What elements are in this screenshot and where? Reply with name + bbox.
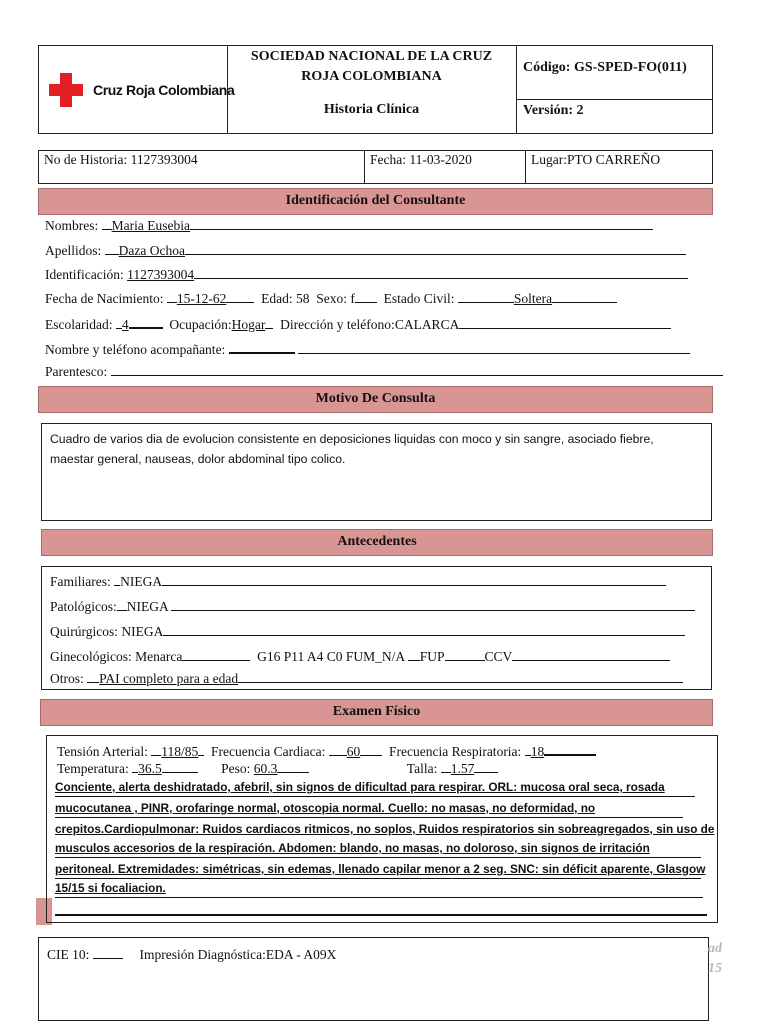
lugar-value: Lugar:PTO CARREÑO [531, 152, 661, 167]
temperatura-field[interactable]: 36.5 [138, 761, 162, 776]
code-cell [517, 46, 712, 100]
otros-row: Otros: PAI completo para a edad [50, 668, 683, 688]
acompanante-row: Nombre y teléfono acompañante: [45, 338, 690, 359]
examen-bottom-rule [55, 914, 707, 916]
familiares-field[interactable]: NIEGA [120, 574, 163, 589]
identificacion-row: Identificación: 1127393004 [45, 264, 688, 284]
estado-civil-field[interactable]: Soltera [513, 291, 553, 306]
fecha-value: Fecha: 11-03-2020 [370, 152, 472, 167]
patologicos-row: Patológicos: NIEGA [50, 596, 695, 616]
red-cross-icon [49, 73, 83, 107]
nombres-field[interactable]: Maria Eusebia [111, 218, 190, 233]
diagnostico-box [38, 937, 709, 1021]
cie-field[interactable] [93, 944, 123, 959]
otros-field[interactable]: PAI completo para a edad [99, 671, 239, 686]
antecedentes-box [41, 566, 712, 690]
org-name-line2: ROJA COLOMBIANA [301, 69, 442, 84]
familiares-row: Familiares: NIEGA [50, 571, 666, 591]
version-cell [517, 100, 712, 133]
version-value: Versión: 2 [523, 103, 584, 118]
frecuencia-cardiaca-field[interactable]: 60 [346, 744, 361, 759]
document-header [38, 45, 713, 134]
section-motivo: Motivo De Consulta [38, 386, 713, 413]
historia-value: No de Historia: 1127393004 [44, 152, 198, 167]
identificacion-field[interactable]: 1127393004 [127, 267, 195, 282]
examen-box [46, 735, 718, 923]
quirurgicos-field[interactable]: NIEGA [121, 624, 164, 639]
lugar-cell [526, 151, 712, 183]
parentesco-row: Parentesco: [45, 361, 723, 381]
frecuencia-respiratoria-field[interactable]: 18 [530, 744, 545, 759]
direccion-field[interactable]: CALARCA [394, 317, 460, 332]
examen-text-3: crepitos.Cardiopulmonar: Ruidos cardiacos ritmicos, no soplos, Ruidos respiratorios sin sobreagregados, sin uso de [55, 822, 715, 836]
examen-text-1: Conciente, alerta deshidratado, afebril, sin signos de dificultad para respirar. ORL: mucosa oral seca, rosada [55, 778, 695, 797]
diagnostico-row: CIE 10: Impresión Diagnóstica:EDA - A09X [47, 944, 336, 964]
apellidos-field[interactable]: Daza Ochoa [118, 243, 185, 258]
parentesco-field[interactable] [111, 361, 723, 376]
nombres-row: Nombres: Maria Eusebia [45, 215, 653, 235]
ginecologicos-field[interactable]: G16 P11 A4 C0 FUM_N/A [257, 649, 405, 664]
watermark-text-2: 15 [708, 961, 722, 976]
motivo-line1: Cuadro de varios dia de evolucion consistente en deposiciones liquidas con moco y sin sangre, asociado fiebre, [50, 432, 654, 446]
watermark-text-1: ad [708, 941, 722, 956]
motivo-box[interactable] [41, 423, 712, 521]
title-cell [228, 46, 517, 133]
escolaridad-field[interactable]: 4 [121, 317, 129, 332]
sexo-field[interactable]: f [350, 291, 355, 306]
motivo-line2: maestar general, nauseas, dolor abdominal tipo colico. [50, 452, 346, 466]
tension-field[interactable]: 118/85 [161, 744, 199, 759]
logo-text: Cruz Roja Colombiana [93, 82, 235, 98]
section-antecedentes: Antecedentes [41, 529, 713, 556]
nacimiento-row: Fecha de Nacimiento: 15-12-62 Edad: 58 Sexo: f Estado Civil: Soltera [45, 288, 617, 308]
ocupacion-field[interactable]: Hogar [231, 317, 266, 332]
org-name-line1: SOCIEDAD NACIONAL DE LA CRUZ [250, 49, 493, 64]
patologicos-field[interactable]: NIEGA [126, 599, 168, 614]
section-identificacion: Identificación del Consultante [38, 188, 713, 215]
edad-field[interactable]: 58 [295, 291, 310, 306]
acompanante-field[interactable] [229, 338, 295, 354]
logo-cell [39, 46, 235, 133]
signos-row2: Temperatura: 36.5 Peso: 60.3 Talla: 1.57 [57, 758, 498, 778]
escolaridad-row: Escolaridad: 4 Ocupación:Hogar Dirección y teléfono:CALARCA [45, 313, 671, 334]
nacimiento-field[interactable]: 15-12-62 [176, 291, 227, 306]
examen-text-6: 15/15 si focaliacion. [55, 879, 703, 898]
signos-row1: Tensión Arterial: 118/85 Frecuencia Cardiaca: 60 Frecuencia Respiratoria: 18 [57, 740, 596, 761]
fecha-cell [365, 151, 526, 183]
doc-title: Historia Clínica [323, 102, 420, 117]
apellidos-row: Apellidos: Daza Ochoa [45, 240, 686, 260]
peso-field[interactable]: 60.3 [253, 761, 278, 776]
examen-text-4: musculos accesorios de la respiración. Abdomen: blando, no masas, no doloroso, sin signos de irritación [55, 839, 701, 858]
section-examen: Examen Físico [40, 699, 713, 726]
quirurgicos-row: Quirúrgicos: NIEGA [50, 621, 685, 641]
examen-text-2: mucocutanea , PINR, orofaringe normal, otoscopia normal. Cuello: no masas, no deformidad, no [55, 799, 683, 818]
historia-cell [39, 151, 365, 183]
info-row [38, 150, 713, 184]
ginecologicos-row: Ginecológicos: Menarca G16 P11 A4 C0 FUM_N/A FUP CCV [50, 646, 670, 666]
code-value: Código: GS-SPED-FO(011) [523, 60, 687, 75]
impresion-field[interactable]: EDA - A09X [265, 947, 337, 962]
examen-text-5: peritoneal. Extremidades: simétricas, sin edemas, llenado capilar menor a 2 seg. SNC: sin déficit aparente, Glasgow [55, 860, 701, 879]
talla-field[interactable]: 1.57 [450, 761, 475, 776]
